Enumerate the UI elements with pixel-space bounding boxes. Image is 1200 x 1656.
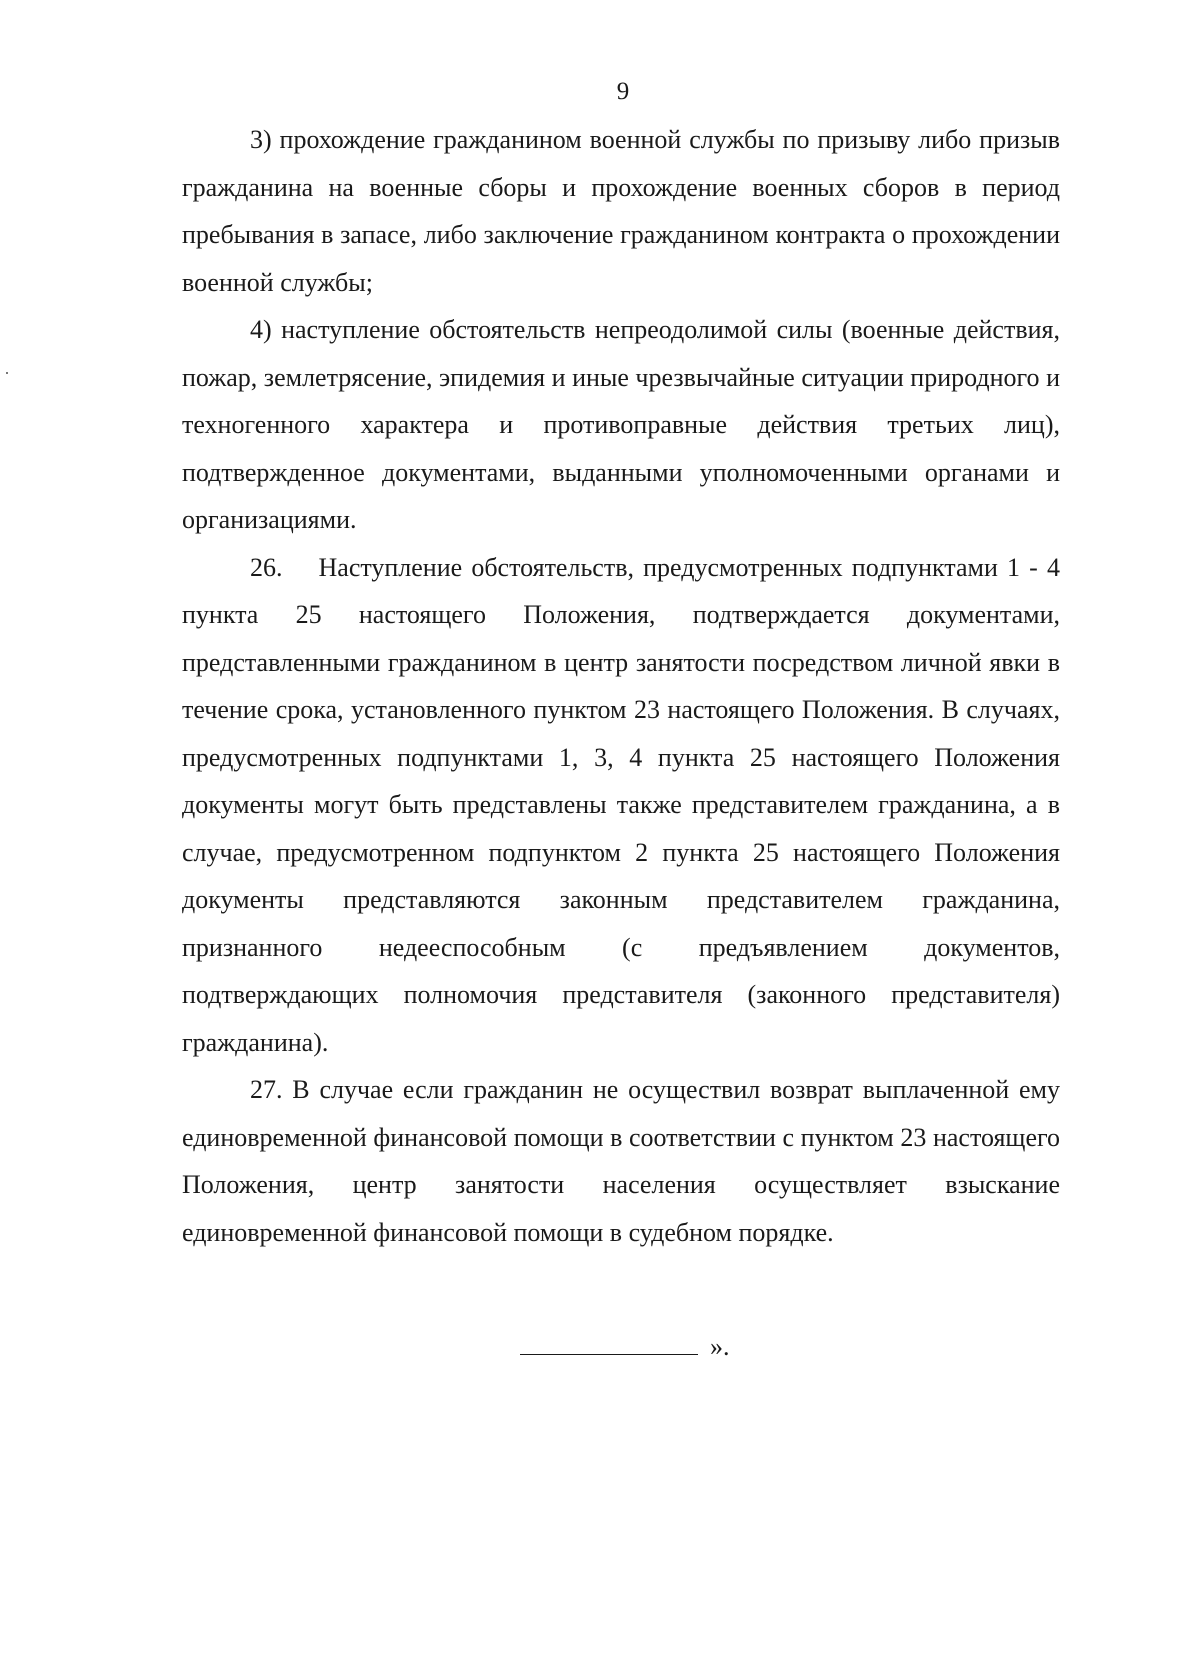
paragraph-subitem-4: [182, 306, 1060, 544]
paragraph-number: 26.: [250, 552, 283, 582]
paragraph-text: 3) прохождение гражданином военной службы по призыву либо призыв гражданина на военные сборы и прохождение военных сборов в период пребывания в запасе, либо заключение гражданином контракта о прохождении военной службы;: [182, 125, 1060, 297]
paragraph-text: 4) наступление обстоятельств непреодолимой силы (военные действия, пожар, землетрясение, эпидемия и иные чрезвычайные ситуации природного и техногенного характера и противоправные действия третьих лиц), подтвержденное документами, выданными уполномоченными органами и организациями.: [182, 315, 1060, 534]
closing-underline: [520, 1354, 698, 1355]
closing-quote: ».: [710, 1332, 730, 1361]
closing-mark: [520, 1332, 730, 1362]
paragraph-item-27: [182, 1066, 1060, 1256]
scan-speck: [6, 372, 8, 374]
paragraph-text: Наступление обстоятельств, предусмотренных подпунктами 1 - 4 пункта 25 настоящего Положения, подтверждается документами, представленными гражданином в центр занятости посредством личной явки в течение срока, установленного пунктом 23 настоящего Положения. В случаях, предусмотренных подпунктами 1, 3, 4 пункта 25 настоящего Положения документы могут быть представлены также представителем гражданина, а в случае, предусмотренном подпунктом 2 пункта 25 настоящего Положения документы представляются законным представителем гражданина, признанного недееспособным (с предъявлением документов, подтверждающих полномочия представителя (законного представителя) гражданина).: [182, 552, 1060, 1057]
page-number: 9: [616, 78, 630, 105]
paragraph-text: 27. В случае если гражданин не осуществил возврат выплаченной ему единовременной финансовой помощи в соответствии с пунктом 23 настоящего Положения, центр занятости населения осуществляет взыскание единовременной финансовой помощи в судебном порядке.: [182, 1075, 1060, 1247]
document-body: [182, 116, 1060, 1256]
paragraph-subitem-3: [182, 116, 1060, 306]
paragraph-item-26: [182, 544, 1060, 1067]
